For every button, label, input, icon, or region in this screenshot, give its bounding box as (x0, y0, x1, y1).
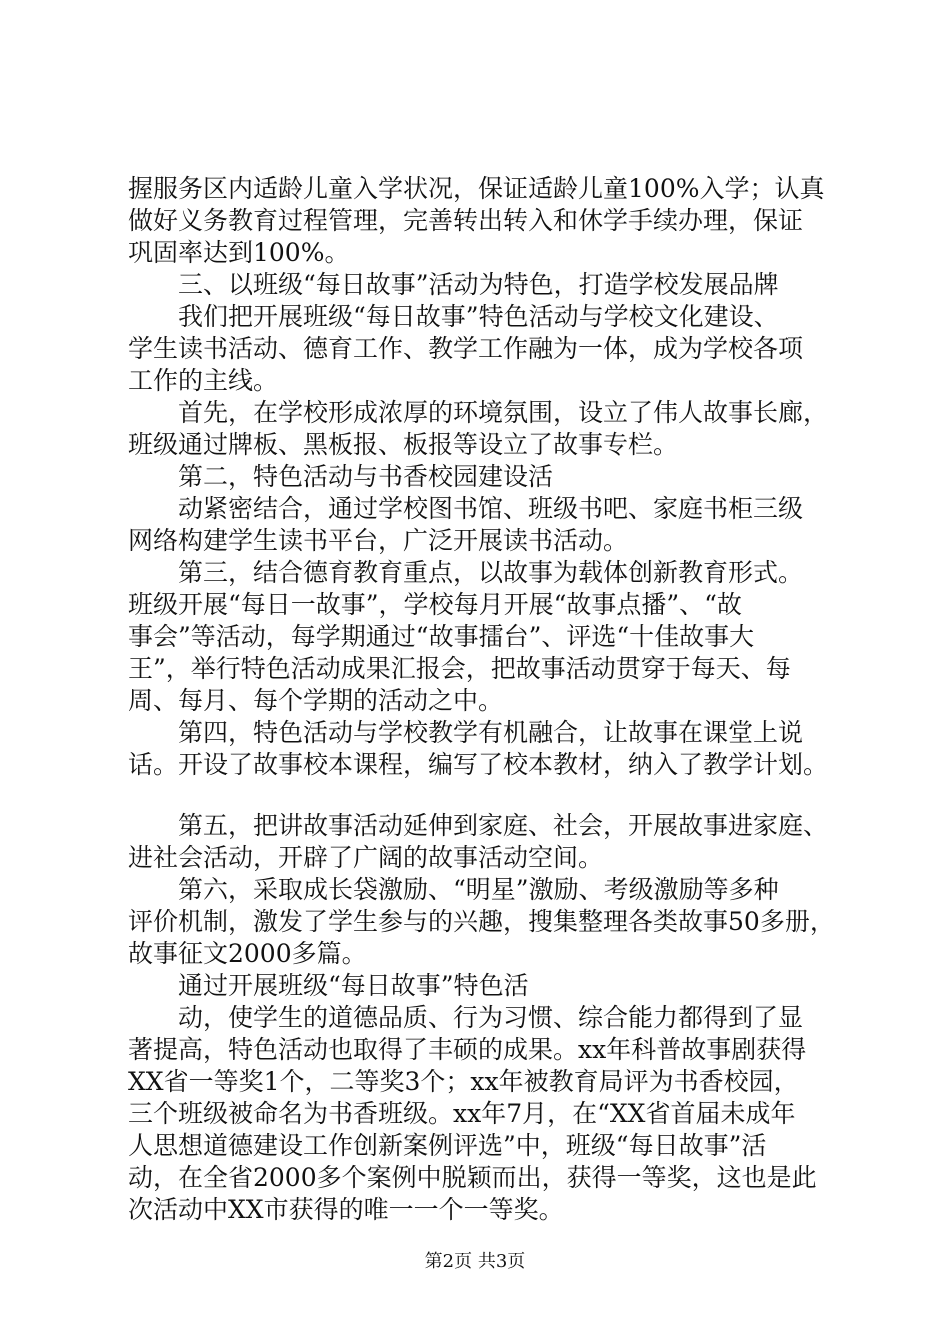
paragraph-line: 进社会活动，开辟了广阔的故事活动空间。 (128, 843, 604, 872)
paragraph-line: 三个班级被命名为书香班级。xx年7月，在“XX省首届未成年 (128, 1099, 796, 1128)
paragraph-line: 第六，采取成长袋激励、“明星”激励、考级激励等多种 (178, 875, 779, 904)
paragraph-line: 次活动中XX市获得的唯一一个一等奖。 (128, 1195, 564, 1224)
paragraph-line: 我们把开展班级“每日故事”特色活动与学校文化建设、 (178, 302, 779, 331)
paragraph-line: 话。开设了故事校本课程，编写了校本教材，纳入了教学计划。 (128, 750, 829, 779)
paragraph-line: 动紧密结合，通过学校图书馆、班级书吧、家庭书柜三级 (178, 494, 804, 523)
paragraph-line: 王”，举行特色活动成果汇报会，把故事活动贯穿于每天、每 (128, 654, 791, 683)
paragraph-line: 故事征文2000多篇。 (128, 939, 367, 968)
paragraph-line: 通过开展班级“每日故事”特色活 (178, 971, 529, 1000)
paragraph-line: 第三，结合德育教育重点，以故事为载体创新教育形式。 (178, 558, 804, 587)
paragraph-line: 动，在全省2000多个案例中脱颖而出，获得一等奖，这也是此 (128, 1163, 817, 1192)
paragraph-line: XX省一等奖1个，二等奖3个；xx年被教育局评为书香校园， (128, 1067, 799, 1096)
paragraph-line: 班级开展“每日一故事”，学校每月开展“故事点播”、“故 (128, 590, 742, 619)
paragraph-line: 周、每月、每个学期的活动之中。 (128, 686, 504, 715)
paragraph-line: 人思想道德建设工作创新案例评选”中，班级“每日故事”活 (128, 1131, 767, 1160)
section-heading: 三、以班级“每日故事”活动为特色，打造学校发展品牌 (178, 270, 779, 299)
paragraph-line: 班级通过牌板、黑板报、板报等设立了故事专栏。 (128, 430, 679, 459)
paragraph-line: 事会”等活动，每学期通过“故事擂台”、评选“十佳故事大 (128, 622, 755, 651)
paragraph-line: 第五，把讲故事活动延伸到家庭、社会，开展故事进家庭、 (178, 811, 829, 840)
page-footer: 第2页 共3页 (424, 1251, 526, 1272)
paragraph-line: 学生读书活动、德育工作、教学工作融为一体，成为学校各项 (128, 334, 804, 363)
paragraph-line: 评价机制，激发了学生参与的兴趣，搜集整理各类故事50多册， (128, 907, 835, 936)
paragraph-line: 第二，特色活动与书香校园建设活 (178, 462, 554, 491)
paragraph-line: 握服务区内适龄儿童入学状况，保证适龄儿童100%入学；认真 (128, 174, 825, 203)
paragraph-line: 网络构建学生读书平台，广泛开展读书活动。 (128, 526, 629, 555)
paragraph-line: 巩固率达到100%。 (128, 238, 350, 267)
paragraph-line: 第四，特色活动与学校教学有机融合，让故事在课堂上说 (178, 718, 804, 747)
paragraph-line: 做好义务教育过程管理，完善转出转入和休学手续办理，保证 (128, 206, 804, 235)
paragraph-line: 著提高，特色活动也取得了丰硕的成果。xx年科普故事剧获得 (128, 1035, 807, 1064)
paragraph-line: 工作的主线。 (128, 366, 279, 395)
paragraph-line: 动，使学生的道德品质、行为习惯、综合能力都得到了显 (178, 1003, 804, 1032)
paragraph-line: 首先，在学校形成浓厚的环境氛围，设立了伟人故事长廊， (178, 398, 829, 427)
